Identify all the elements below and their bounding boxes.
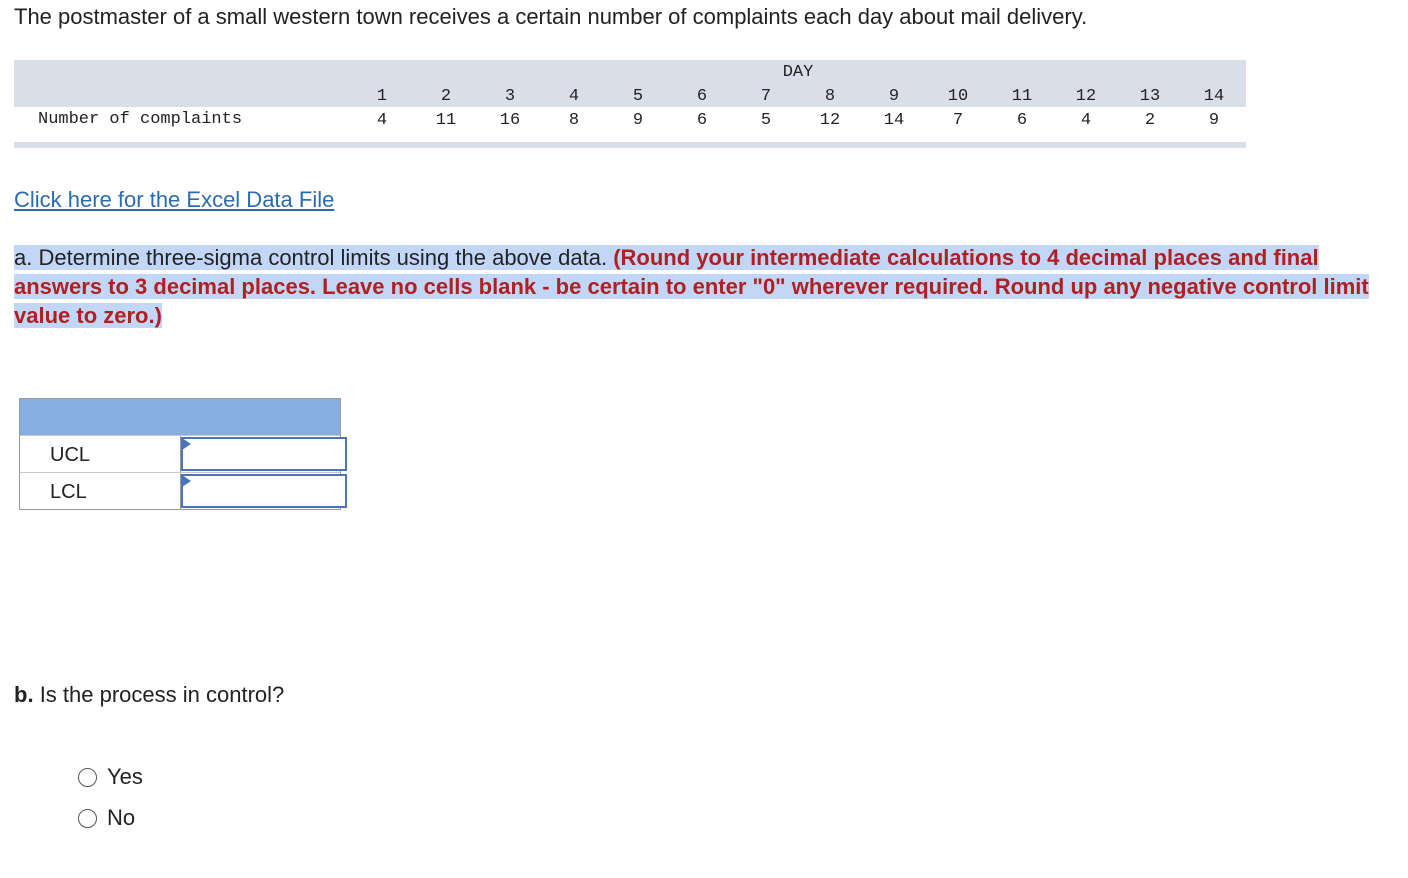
day-number: 9	[888, 87, 900, 106]
day-number: 12	[1075, 87, 1097, 106]
day-number: 1	[376, 87, 388, 106]
complaint-count: 7	[952, 111, 964, 130]
complaint-count: 4	[1080, 111, 1092, 130]
answer-grid-header	[20, 399, 340, 436]
day-number: 8	[824, 87, 836, 106]
lcl-label: LCL	[50, 481, 87, 503]
day-number: 4	[568, 87, 580, 106]
day-header: DAY	[782, 63, 814, 82]
radio-button-icon[interactable]	[78, 809, 97, 828]
option-yes-label: Yes	[107, 764, 143, 789]
question-a-highlight	[14, 245, 1369, 328]
day-number: 3	[504, 87, 516, 106]
day-number: 7	[760, 87, 772, 106]
row-label-complaints: Number of complaints	[38, 110, 243, 129]
question-b-lead: b.	[14, 682, 34, 707]
lcl-input[interactable]	[181, 474, 347, 508]
complaint-count: 9	[1208, 111, 1220, 130]
day-number: 5	[632, 87, 644, 106]
complaint-count: 12	[819, 111, 841, 130]
question-a	[14, 243, 1382, 330]
day-number: 2	[440, 87, 452, 106]
complaint-count: 8	[568, 111, 580, 130]
ucl-label: UCL	[50, 444, 91, 466]
complaint-count: 11	[435, 111, 457, 130]
question-b-text: Is the process in control?	[39, 682, 285, 707]
lcl-row	[20, 472, 340, 509]
day-number: 11	[1011, 87, 1033, 106]
complaint-count: 14	[883, 111, 905, 130]
radio-button-icon[interactable]	[78, 768, 97, 787]
question-b	[14, 682, 284, 708]
complaint-count: 6	[696, 111, 708, 130]
complaint-count: 6	[1016, 111, 1028, 130]
day-number: 13	[1139, 87, 1161, 106]
ucl-input[interactable]	[181, 437, 347, 471]
question-a-lead: a. Determine three-sigma control limits using the above data.	[14, 245, 608, 270]
complaint-count: 4	[376, 111, 388, 130]
complaint-count: 2	[1144, 111, 1156, 130]
excel-data-file-link[interactable]: Click here for the Excel Data File	[14, 187, 335, 212]
lcl-cell-marker-icon	[182, 475, 191, 487]
complaint-count: 16	[499, 111, 521, 130]
day-number: 10	[947, 87, 969, 106]
question-a-instruction: (Round your intermediate calculations to 4 decimal places and final answers to 3 decimal places. Leave no cells blank - be certain to enter "0" wherever required. Round up any negative control limit value to zero.)	[14, 245, 1369, 328]
ucl-cell-marker-icon	[182, 438, 191, 450]
option-no[interactable]	[78, 805, 135, 831]
control-limits-answer-grid	[19, 398, 341, 510]
problem-intro: The postmaster of a small western town receives a certain number of complaints each day about mail delivery.	[14, 4, 1088, 29]
day-number: 14	[1203, 87, 1225, 106]
option-no-label: No	[107, 805, 136, 830]
complaint-count: 9	[632, 111, 644, 130]
table-bottom-rule	[14, 142, 1246, 148]
ucl-row	[20, 435, 340, 472]
complaint-count: 5	[760, 111, 772, 130]
option-yes[interactable]	[78, 764, 143, 790]
complaints-data-table	[14, 60, 1246, 148]
day-number: 6	[696, 87, 708, 106]
